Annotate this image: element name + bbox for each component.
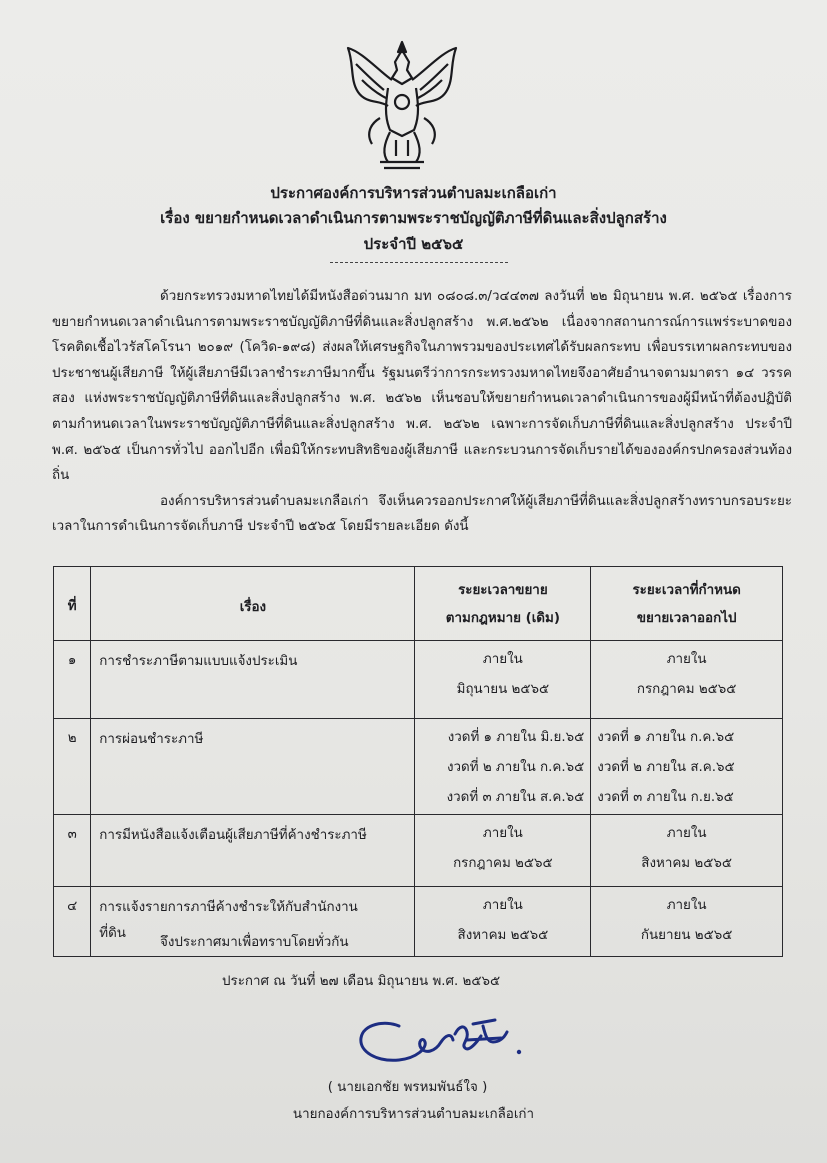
row-original-period: งวดที่ ๑ ภายใน มิ.ย.๖๕ งวดที่ ๒ ภายใน ก.ค.๖๕ งวดที่ ๓ ภายใน ส.ค.๖๕ — [415, 719, 591, 815]
row-no: ๑ — [54, 641, 91, 719]
body-paragraph-1: ด้วยกระทรวงมหาดไทยได้มีหนังสือด่วนมาก มท ๐๘๐๘.๓/ว๔๔๓๗ ลงวันที่ ๒๒ มิถุนายน พ.ศ. ๒๕๖๕ เรื่องการขยายกำหนดเวลาดำเนินการตามพระราชบัญญัติภาษีที่ดินและสิ่งปลูกสร้าง พ.ศ.๒๕๖๒ เนื่องจากสถานการณ์การแพร่ระบาดของโรคติดเชื้อไวรัสโคโรนา ๒๐๑๙ (โควิด-๑๙๘) ส่งผลให้เศรษฐกิจในภาพรวมของประเทศได้รับผลกระทบ เพื่อบรรเทาผลกระทบของประชาชนผู้เสียภาษี ให้ผู้เสียภาษีมีเวลาชำระภาษีมากขึ้น รัฐมนตรีว่าการกระทรวงมหาดไทยจึงอาศัยอำนาจตามมาตรา ๑๔ วรรคสอง แห่งพระราชบัญญัติภาษีที่ดินและสิ่งปลูกสร้าง พ.ศ. ๒๕๖๒ เห็นชอบให้ขยายกำหนดเวลาดำเนินการของผู้มีหน้าที่ต้องปฏิบัติตามกำหนดเวลาในพระราชบัญญัติภาษีที่ดินและสิ่งปลูกสร้าง พ.ศ. ๒๕๖๒ เฉพาะการจัดเก็บภาษีที่ดินและสิ่งปลูกสร้าง ประจำปี พ.ศ. ๒๕๖๕ เป็นการทั่วไป ออกไปอีก เพื่อมิให้กระทบสิทธิของผู้เสียภาษี และกระบวนการจัดเก็บรายได้ขององค์กรปกครองส่วนท้องถิ่น — [52, 289, 792, 484]
table-row — [54, 719, 783, 815]
announcement-date: ประกาศ ณ วันที่ ๒๗ เดือน มิถุนายน พ.ศ. ๒๕๖๕ — [222, 974, 501, 989]
table-row — [54, 815, 783, 887]
row-no: ๔ — [54, 887, 91, 957]
row-extended-period: ภายใน กรกฎาคม ๒๕๖๕ — [591, 641, 783, 719]
header-no: ที่ — [54, 567, 91, 641]
row-extended-period: งวดที่ ๑ ภายใน ก.ค.๖๕ งวดที่ ๒ ภายใน ส.ค.๖๕ งวดที่ ๓ ภายใน ก.ย.๖๕ — [591, 719, 783, 815]
closing-statement: จึงประกาศมาเพื่อทราบโดยทั่วกัน — [160, 935, 349, 950]
body-paragraph-2: องค์การบริหารส่วนตำบลมะเกลือเก่า จึงเห็นควรออกประกาศให้ผู้เสียภาษีที่ดินและสิ่งปลูกสร้างทราบกรอบระยะเวลาในการดำเนินการจัดเก็บภาษี ประจำปี ๒๕๖๕ โดยมีรายละเอียด ดังนี้ — [52, 493, 792, 535]
row-original-period: ภายใน กรกฎาคม ๒๕๖๕ — [415, 815, 591, 887]
row-subject: การชำระภาษีตามแบบแจ้งประเมิน — [91, 641, 415, 719]
row-original-period: ภายใน มิถุนายน ๒๕๖๕ — [415, 641, 591, 719]
row-extended-period: ภายใน กันยายน ๒๕๖๕ — [591, 887, 783, 957]
header-subject: เรื่อง — [91, 567, 415, 641]
announcement-subject: เรื่อง ขยายกำหนดเวลาดำเนินการตามพระราชบัญญัติภาษีที่ดินและสิ่งปลูกสร้าง — [160, 209, 667, 227]
row-no: ๓ — [54, 815, 91, 887]
table-row — [54, 641, 783, 719]
table-header-row — [54, 567, 783, 641]
signer-title: นายกองค์การบริหารส่วนตำบลมะเกลือเก่า — [292, 1107, 535, 1122]
title-divider — [330, 262, 508, 263]
announcement-body — [52, 284, 792, 540]
signature-image — [355, 1012, 525, 1068]
row-original-period: ภายใน สิงหาคม ๒๕๖๕ — [415, 887, 591, 957]
row-subject: การแจ้งรายการภาษีค้างชำระให้กับสำนักงาน ที่ดิน — [91, 887, 415, 957]
header-original-period: ระยะเวลาขยาย ตามกฎหมาย (เดิม) — [415, 567, 591, 641]
header-extended-period: ระยะเวลาที่กำหนด ขยายเวลาออกไป — [591, 567, 783, 641]
row-no: ๒ — [54, 719, 91, 815]
row-subject: การผ่อนชำระภาษี — [91, 719, 415, 815]
row-subject: การมีหนังสือแจ้งเตือนผู้เสียภาษีที่ค้างชำระภาษี — [91, 815, 415, 887]
garuda-emblem-icon — [340, 40, 464, 174]
announcement-title: ประกาศองค์การบริหารส่วนตำบลมะเกลือเก่า — [270, 184, 557, 202]
row-extended-period: ภายใน สิงหาคม ๒๕๖๕ — [591, 815, 783, 887]
schedule-table — [53, 566, 783, 957]
announcement-year: ประจำปี ๒๕๖๕ — [363, 235, 464, 253]
signer-name: ( นายเอกชัย พรหมพันธ์ใจ ) — [327, 1080, 488, 1095]
